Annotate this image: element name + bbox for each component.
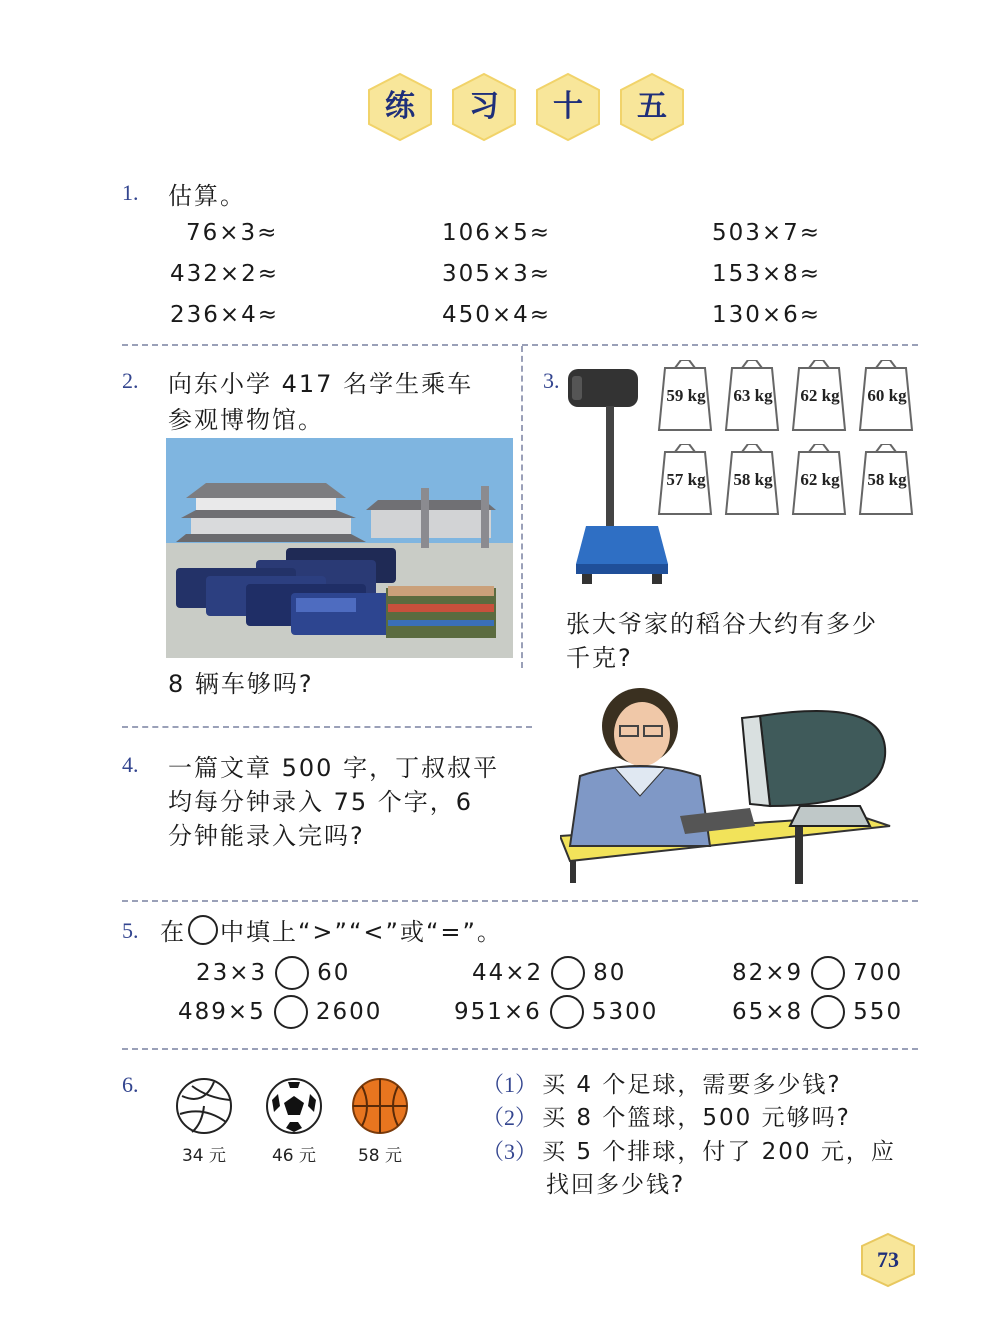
q4-line1: 一篇文章 500 字，丁叔叔平	[168, 754, 500, 782]
basketball-price: 58 元	[357, 1146, 403, 1166]
q6-sub-item	[482, 1066, 842, 1099]
grain-sack	[722, 360, 780, 432]
page-number-badge	[858, 1232, 918, 1288]
title-hex-2: 习	[449, 72, 519, 142]
typist-computer-illustration	[560, 676, 900, 886]
q5-right-value: 700	[853, 960, 904, 986]
sack-weight: 63 kg	[733, 386, 773, 405]
q5-left-expr: 489×5	[178, 999, 266, 1025]
q5-number: 5.	[122, 918, 139, 943]
q5-left-expr: 951×6	[454, 999, 542, 1025]
soccer-ball-icon	[264, 1076, 324, 1136]
answer-circle[interactable]	[811, 956, 845, 990]
sack-weight: 62 kg	[800, 470, 840, 489]
q5-comparison	[196, 956, 350, 990]
grain-sack	[655, 444, 713, 516]
q6-sub-text: 买 5 个排球，付了 200 元，应	[542, 1139, 896, 1165]
q6-number: 6.	[122, 1072, 139, 1097]
sack-weight: 58 kg	[867, 470, 907, 489]
q6-sub-item	[482, 1099, 851, 1132]
q5-comparison	[732, 956, 903, 990]
sack-weight: 57 kg	[666, 470, 706, 489]
q5-comparison	[472, 956, 626, 990]
q3-line1: 张大爷家的稻谷大约有多少	[566, 610, 878, 638]
answer-circle	[188, 915, 218, 945]
q1-expr: 450×4≈	[442, 302, 552, 328]
divider	[122, 1048, 918, 1050]
q1-number: 1.	[122, 180, 139, 205]
sack-weight: 60 kg	[867, 386, 907, 405]
soccer-ball-price: 46 元	[271, 1146, 317, 1166]
q6-sub-text: 买 8 个篮球，500 元够吗?	[542, 1105, 851, 1131]
q2-line1: 向东小学 417 名学生乘车	[168, 370, 474, 398]
q5-comparison	[178, 995, 382, 1029]
q1-expr: 305×3≈	[442, 261, 552, 287]
q1-expr: 106×5≈	[442, 220, 552, 246]
q6-sub-text: 买 4 个足球，需要多少钱?	[542, 1072, 842, 1098]
title-hex-4: 五	[617, 72, 687, 142]
q2-number: 2.	[122, 368, 139, 393]
grain-sack	[722, 444, 780, 516]
q5-prompt	[160, 912, 503, 947]
q5-right-value: 80	[593, 960, 627, 986]
divider	[122, 900, 918, 902]
q1-prompt: 估算。	[168, 182, 246, 210]
grain-sack	[856, 360, 914, 432]
sack-weight: 58 kg	[733, 470, 773, 489]
q6-sub-number: （2）	[482, 1105, 538, 1130]
q2-question: 8 辆车够吗?	[168, 670, 314, 698]
title-hex-1: 练	[365, 72, 435, 142]
q3-number: 3.	[543, 368, 560, 393]
q5-left-expr: 23×3	[196, 960, 268, 986]
q5-left-expr: 65×8	[732, 999, 804, 1025]
title-hex-3: 十	[533, 72, 603, 142]
answer-circle[interactable]	[550, 995, 584, 1029]
q5-prompt-pre: 在	[160, 918, 186, 946]
q5-left-expr: 44×2	[472, 960, 544, 986]
q5-comparison	[454, 995, 658, 1029]
volleyball-price: 34 元	[181, 1146, 227, 1166]
divider	[122, 726, 532, 728]
q3-line2: 千克?	[566, 644, 633, 672]
q2-line2: 参观博物馆。	[168, 406, 324, 434]
q5-comparison	[732, 995, 903, 1029]
q5-right-value: 5300	[591, 999, 659, 1025]
q1-expr: 503×7≈	[712, 220, 822, 246]
volleyball-icon	[174, 1076, 234, 1136]
q5-right-value: 60	[317, 960, 351, 986]
sack-weight: 59 kg	[666, 386, 706, 405]
q6-sub-number: （3）	[482, 1139, 538, 1164]
page-number: 73	[877, 1247, 899, 1272]
q5-right-value: 2600	[315, 999, 383, 1025]
q4-line3: 分钟能录入完吗?	[168, 822, 365, 850]
grain-sack	[655, 360, 713, 432]
grain-sack	[789, 360, 847, 432]
q1-expr: 432×2≈	[170, 261, 280, 287]
q6-sub-text-continued: 找回多少钱?	[546, 1172, 686, 1198]
q1-expr: 236×4≈	[170, 302, 280, 328]
q5-prompt-post: 中填上“>”“<”或“=”。	[220, 918, 503, 946]
museum-bus-illustration	[166, 438, 513, 658]
exercise-title	[365, 72, 695, 142]
answer-circle[interactable]	[274, 995, 308, 1029]
q5-left-expr: 82×9	[732, 960, 804, 986]
answer-circle[interactable]	[551, 956, 585, 990]
answer-circle[interactable]	[811, 995, 845, 1029]
q5-right-value: 550	[853, 999, 904, 1025]
divider	[122, 344, 918, 346]
answer-circle[interactable]	[275, 956, 309, 990]
q1-expr: 130×6≈	[712, 302, 822, 328]
q4-number: 4.	[122, 752, 139, 777]
q1-expr: 76×3≈	[186, 220, 279, 246]
sack-weight: 62 kg	[800, 386, 840, 405]
q4-line2: 均每分钟录入 75 个字，6	[168, 788, 474, 816]
grain-sack	[856, 444, 914, 516]
q6-sub-number: （1）	[482, 1072, 538, 1097]
platform-scale-illustration	[568, 364, 668, 594]
divider-vertical	[521, 346, 523, 668]
grain-sack	[789, 444, 847, 516]
q6-sub-item	[482, 1133, 896, 1166]
basketball-icon	[350, 1076, 410, 1136]
q1-expr: 153×8≈	[712, 261, 822, 287]
